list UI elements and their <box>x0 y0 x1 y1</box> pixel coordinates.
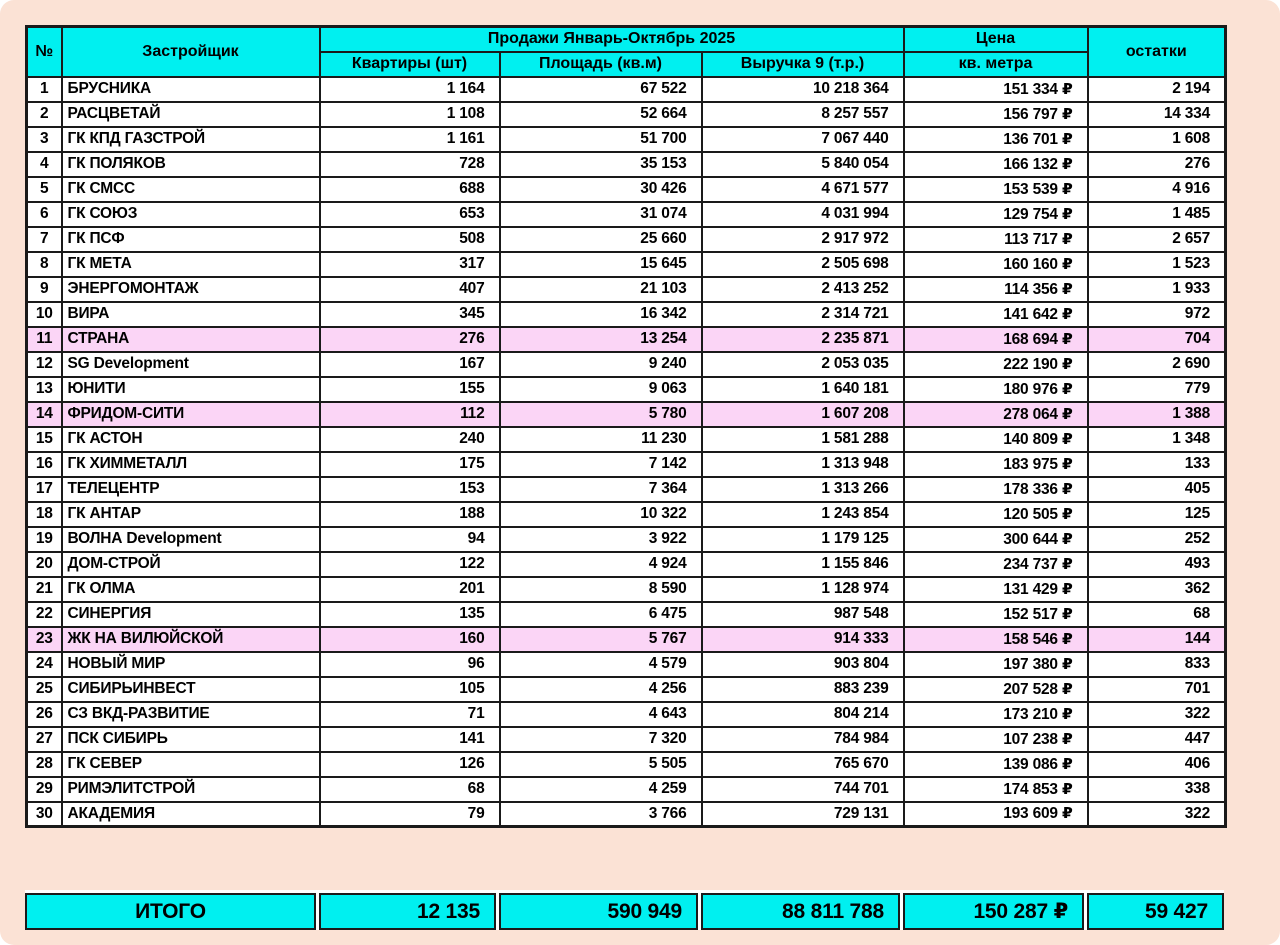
developer-name: СИНЕРГИЯ <box>62 602 320 627</box>
revenue-value: 765 670 <box>702 752 904 777</box>
row-number: 13 <box>27 377 62 402</box>
revenue-value: 1 581 288 <box>702 427 904 452</box>
apartments-value: 317 <box>320 252 500 277</box>
developer-name: СИБИРЬИНВЕСТ <box>62 677 320 702</box>
row-number: 26 <box>27 702 62 727</box>
apartments-value: 126 <box>320 752 500 777</box>
header-sales-group: Продажи Январь-Октябрь 2025 <box>320 27 904 52</box>
revenue-value: 914 333 <box>702 627 904 652</box>
table-row <box>27 652 1226 677</box>
apartments-value: 105 <box>320 677 500 702</box>
table-row <box>27 502 1226 527</box>
remainders-value: 133 <box>1088 452 1226 477</box>
row-number: 9 <box>27 277 62 302</box>
table-row <box>27 477 1226 502</box>
remainders-value: 704 <box>1088 327 1226 352</box>
price-per-sqm-value: 140 809 ₽ <box>904 427 1088 452</box>
area-value: 21 103 <box>500 277 702 302</box>
area-value: 5 505 <box>500 752 702 777</box>
price-per-sqm-value: 131 429 ₽ <box>904 577 1088 602</box>
revenue-value: 5 840 054 <box>702 152 904 177</box>
revenue-value: 7 067 440 <box>702 127 904 152</box>
table-row <box>27 777 1226 802</box>
price-per-sqm-value: 136 701 ₽ <box>904 127 1088 152</box>
price-per-sqm-value: 178 336 ₽ <box>904 477 1088 502</box>
table-row <box>27 677 1226 702</box>
apartments-value: 135 <box>320 602 500 627</box>
remainders-value: 1 523 <box>1088 252 1226 277</box>
area-value: 35 153 <box>500 152 702 177</box>
table-row <box>27 177 1226 202</box>
remainders-value: 322 <box>1088 702 1226 727</box>
developer-name: НОВЫЙ МИР <box>62 652 320 677</box>
revenue-value: 2 917 972 <box>702 227 904 252</box>
price-per-sqm-value: 193 609 ₽ <box>904 802 1088 827</box>
apartments-value: 96 <box>320 652 500 677</box>
row-number: 27 <box>27 727 62 752</box>
revenue-value: 1 128 974 <box>702 577 904 602</box>
developer-name: ПСК СИБИРЬ <box>62 727 320 752</box>
row-number: 15 <box>27 427 62 452</box>
developer-name: ГК ХИММЕТАЛЛ <box>62 452 320 477</box>
remainders-value: 14 334 <box>1088 102 1226 127</box>
price-per-sqm-value: 107 238 ₽ <box>904 727 1088 752</box>
developer-name: ГК АНТАР <box>62 502 320 527</box>
remainders-value: 701 <box>1088 677 1226 702</box>
developer-name: СТРАНА <box>62 327 320 352</box>
apartments-value: 112 <box>320 402 500 427</box>
area-value: 13 254 <box>500 327 702 352</box>
table-row <box>27 452 1226 477</box>
developer-name: ГК ПОЛЯКОВ <box>62 152 320 177</box>
price-per-sqm-value: 139 086 ₽ <box>904 752 1088 777</box>
area-value: 7 142 <box>500 452 702 477</box>
area-value: 9 240 <box>500 352 702 377</box>
area-value: 3 766 <box>500 802 702 827</box>
developer-name: ФРИДОМ-СИТИ <box>62 402 320 427</box>
row-number: 23 <box>27 627 62 652</box>
table-row <box>27 152 1226 177</box>
area-value: 4 256 <box>500 677 702 702</box>
developer-name: ГК КПД ГАЗСТРОЙ <box>62 127 320 152</box>
remainders-value: 1 933 <box>1088 277 1226 302</box>
revenue-value: 2 314 721 <box>702 302 904 327</box>
area-value: 7 364 <box>500 477 702 502</box>
header-remainders: остатки <box>1088 27 1226 77</box>
price-per-sqm-value: 120 505 ₽ <box>904 502 1088 527</box>
row-number: 16 <box>27 452 62 477</box>
remainders-value: 338 <box>1088 777 1226 802</box>
remainders-value: 1 348 <box>1088 427 1226 452</box>
row-number: 21 <box>27 577 62 602</box>
table-header <box>27 27 1226 77</box>
price-per-sqm-value: 222 190 ₽ <box>904 352 1088 377</box>
apartments-value: 653 <box>320 202 500 227</box>
area-value: 7 320 <box>500 727 702 752</box>
header-price-top: Цена <box>904 27 1088 52</box>
remainders-value: 1 485 <box>1088 202 1226 227</box>
price-per-sqm-value: 151 334 ₽ <box>904 77 1088 102</box>
revenue-value: 2 505 698 <box>702 252 904 277</box>
table-row <box>27 352 1226 377</box>
table-row <box>27 202 1226 227</box>
developer-name: ГК СОЮЗ <box>62 202 320 227</box>
revenue-value: 987 548 <box>702 602 904 627</box>
price-per-sqm-value: 300 644 ₽ <box>904 527 1088 552</box>
remainders-value: 405 <box>1088 477 1226 502</box>
area-value: 51 700 <box>500 127 702 152</box>
area-value: 4 579 <box>500 652 702 677</box>
remainders-value: 322 <box>1088 802 1226 827</box>
row-number: 12 <box>27 352 62 377</box>
row-number: 14 <box>27 402 62 427</box>
row-number: 2 <box>27 102 62 127</box>
area-value: 9 063 <box>500 377 702 402</box>
apartments-value: 155 <box>320 377 500 402</box>
developer-name: ЮНИТИ <box>62 377 320 402</box>
area-value: 4 643 <box>500 702 702 727</box>
developer-name: ДОМ-СТРОЙ <box>62 552 320 577</box>
price-per-sqm-value: 156 797 ₽ <box>904 102 1088 127</box>
row-number: 24 <box>27 652 62 677</box>
row-number: 5 <box>27 177 62 202</box>
remainders-value: 406 <box>1088 752 1226 777</box>
table-row <box>27 77 1226 102</box>
remainders-value: 833 <box>1088 652 1226 677</box>
row-number: 28 <box>27 752 62 777</box>
row-number: 3 <box>27 127 62 152</box>
developer-name: SG Development <box>62 352 320 377</box>
price-per-sqm-value: 129 754 ₽ <box>904 202 1088 227</box>
price-per-sqm-value: 207 528 ₽ <box>904 677 1088 702</box>
row-number: 1 <box>27 77 62 102</box>
apartments-value: 240 <box>320 427 500 452</box>
remainders-value: 362 <box>1088 577 1226 602</box>
header-price-bottom: кв. метра <box>904 52 1088 77</box>
header-area: Площадь (кв.м) <box>500 52 702 77</box>
area-value: 8 590 <box>500 577 702 602</box>
header-revenue: Выручка 9 (т.р.) <box>702 52 904 77</box>
apartments-value: 94 <box>320 527 500 552</box>
price-per-sqm-value: 158 546 ₽ <box>904 627 1088 652</box>
apartments-value: 71 <box>320 702 500 727</box>
apartments-value: 122 <box>320 552 500 577</box>
revenue-value: 903 804 <box>702 652 904 677</box>
revenue-value: 744 701 <box>702 777 904 802</box>
apartments-value: 201 <box>320 577 500 602</box>
table-row <box>27 277 1226 302</box>
area-value: 31 074 <box>500 202 702 227</box>
developer-name: ГК ОЛМА <box>62 577 320 602</box>
price-per-sqm-value: 160 160 ₽ <box>904 252 1088 277</box>
total-row <box>25 890 1224 930</box>
area-value: 5 780 <box>500 402 702 427</box>
remainders-value: 447 <box>1088 727 1226 752</box>
total-remainders: 59 427 <box>1087 893 1224 930</box>
row-number: 19 <box>27 527 62 552</box>
remainders-value: 2 657 <box>1088 227 1226 252</box>
revenue-value: 784 984 <box>702 727 904 752</box>
remainders-value: 4 916 <box>1088 177 1226 202</box>
area-value: 67 522 <box>500 77 702 102</box>
developer-name: ГК СЕВЕР <box>62 752 320 777</box>
remainders-value: 493 <box>1088 552 1226 577</box>
area-value: 11 230 <box>500 427 702 452</box>
remainders-value: 144 <box>1088 627 1226 652</box>
apartments-value: 141 <box>320 727 500 752</box>
revenue-value: 2 235 871 <box>702 327 904 352</box>
total-apartments: 12 135 <box>319 893 496 930</box>
price-per-sqm-value: 197 380 ₽ <box>904 652 1088 677</box>
apartments-value: 688 <box>320 177 500 202</box>
table-row <box>27 802 1226 827</box>
header-developer: Застройщик <box>62 27 320 77</box>
price-per-sqm-value: 153 539 ₽ <box>904 177 1088 202</box>
developer-name: СЗ ВКД-РАЗВИТИЕ <box>62 702 320 727</box>
developer-name: ЭНЕРГОМОНТАЖ <box>62 277 320 302</box>
developer-name: ГК СМСС <box>62 177 320 202</box>
apartments-value: 345 <box>320 302 500 327</box>
apartments-value: 175 <box>320 452 500 477</box>
area-value: 4 924 <box>500 552 702 577</box>
area-value: 6 475 <box>500 602 702 627</box>
area-value: 15 645 <box>500 252 702 277</box>
header-num: № <box>27 27 62 77</box>
apartments-value: 1 108 <box>320 102 500 127</box>
revenue-value: 1 155 846 <box>702 552 904 577</box>
revenue-value: 2 413 252 <box>702 277 904 302</box>
area-value: 25 660 <box>500 227 702 252</box>
area-value: 5 767 <box>500 627 702 652</box>
total-price: 150 287 ₽ <box>903 893 1084 930</box>
remainders-value: 252 <box>1088 527 1226 552</box>
revenue-value: 4 671 577 <box>702 177 904 202</box>
table-row <box>27 127 1226 152</box>
table-row <box>27 602 1226 627</box>
revenue-value: 883 239 <box>702 677 904 702</box>
revenue-value: 1 243 854 <box>702 502 904 527</box>
remainders-value: 972 <box>1088 302 1226 327</box>
remainders-value: 1 388 <box>1088 402 1226 427</box>
developer-name: ГК ПСФ <box>62 227 320 252</box>
developer-name: ГК МЕТА <box>62 252 320 277</box>
row-number: 7 <box>27 227 62 252</box>
revenue-value: 1 313 948 <box>702 452 904 477</box>
remainders-value: 276 <box>1088 152 1226 177</box>
row-number: 22 <box>27 602 62 627</box>
row-number: 6 <box>27 202 62 227</box>
revenue-value: 8 257 557 <box>702 102 904 127</box>
area-value: 16 342 <box>500 302 702 327</box>
developer-name: ВИРА <box>62 302 320 327</box>
apartments-value: 79 <box>320 802 500 827</box>
price-per-sqm-value: 168 694 ₽ <box>904 327 1088 352</box>
developer-name: АКАДЕМИЯ <box>62 802 320 827</box>
row-number: 20 <box>27 552 62 577</box>
price-per-sqm-value: 141 642 ₽ <box>904 302 1088 327</box>
row-number: 25 <box>27 677 62 702</box>
table-row <box>27 552 1226 577</box>
total-label: ИТОГО <box>25 893 316 930</box>
developer-name: РАСЦВЕТАЙ <box>62 102 320 127</box>
apartments-value: 167 <box>320 352 500 377</box>
developer-name: РИМЭЛИТСТРОЙ <box>62 777 320 802</box>
revenue-value: 804 214 <box>702 702 904 727</box>
table-row <box>27 252 1226 277</box>
revenue-value: 1 179 125 <box>702 527 904 552</box>
price-per-sqm-value: 278 064 ₽ <box>904 402 1088 427</box>
row-number: 10 <box>27 302 62 327</box>
total-area: 590 949 <box>499 893 698 930</box>
apartments-value: 68 <box>320 777 500 802</box>
developer-name: ТЕЛЕЦЕНТР <box>62 477 320 502</box>
price-per-sqm-value: 166 132 ₽ <box>904 152 1088 177</box>
apartments-value: 508 <box>320 227 500 252</box>
total-revenue: 88 811 788 <box>701 893 900 930</box>
area-value: 4 259 <box>500 777 702 802</box>
apartments-value: 160 <box>320 627 500 652</box>
price-per-sqm-value: 152 517 ₽ <box>904 602 1088 627</box>
apartments-value: 153 <box>320 477 500 502</box>
revenue-value: 1 640 181 <box>702 377 904 402</box>
row-number: 29 <box>27 777 62 802</box>
developers-sales-table <box>25 25 1227 828</box>
price-per-sqm-value: 113 717 ₽ <box>904 227 1088 252</box>
revenue-value: 729 131 <box>702 802 904 827</box>
area-value: 30 426 <box>500 177 702 202</box>
table-row <box>27 302 1226 327</box>
row-number: 18 <box>27 502 62 527</box>
remainders-value: 1 608 <box>1088 127 1226 152</box>
row-number: 11 <box>27 327 62 352</box>
price-per-sqm-value: 174 853 ₽ <box>904 777 1088 802</box>
developer-name: БРУСНИКА <box>62 77 320 102</box>
row-number: 17 <box>27 477 62 502</box>
table-row <box>27 427 1226 452</box>
revenue-value: 1 607 208 <box>702 402 904 427</box>
area-value: 52 664 <box>500 102 702 127</box>
apartments-value: 188 <box>320 502 500 527</box>
apartments-value: 728 <box>320 152 500 177</box>
table-row <box>27 577 1226 602</box>
remainders-value: 2 194 <box>1088 77 1226 102</box>
apartments-value: 1 161 <box>320 127 500 152</box>
apartments-value: 276 <box>320 327 500 352</box>
table-row <box>27 702 1226 727</box>
apartments-value: 1 164 <box>320 77 500 102</box>
price-per-sqm-value: 234 737 ₽ <box>904 552 1088 577</box>
table-row <box>27 627 1226 652</box>
developer-name: ЖК НА ВИЛЮЙСКОЙ <box>62 627 320 652</box>
developer-name: ВОЛНА Development <box>62 527 320 552</box>
apartments-value: 407 <box>320 277 500 302</box>
table-row <box>27 752 1226 777</box>
header-apartments: Квартиры (шт) <box>320 52 500 77</box>
table-row <box>27 727 1226 752</box>
table-body <box>27 77 1226 827</box>
remainders-value: 125 <box>1088 502 1226 527</box>
revenue-value: 4 031 994 <box>702 202 904 227</box>
row-number: 8 <box>27 252 62 277</box>
price-per-sqm-value: 114 356 ₽ <box>904 277 1088 302</box>
area-value: 3 922 <box>500 527 702 552</box>
area-value: 10 322 <box>500 502 702 527</box>
row-number: 4 <box>27 152 62 177</box>
price-per-sqm-value: 180 976 ₽ <box>904 377 1088 402</box>
table-row <box>27 102 1226 127</box>
revenue-value: 10 218 364 <box>702 77 904 102</box>
table-row <box>27 402 1226 427</box>
remainders-value: 68 <box>1088 602 1226 627</box>
remainders-value: 2 690 <box>1088 352 1226 377</box>
remainders-value: 779 <box>1088 377 1226 402</box>
table-row <box>27 377 1226 402</box>
revenue-value: 2 053 035 <box>702 352 904 377</box>
developer-name: ГК АСТОН <box>62 427 320 452</box>
table-row <box>27 327 1226 352</box>
revenue-value: 1 313 266 <box>702 477 904 502</box>
table-row <box>27 227 1226 252</box>
price-per-sqm-value: 183 975 ₽ <box>904 452 1088 477</box>
row-number: 30 <box>27 802 62 827</box>
table-row <box>27 527 1226 552</box>
price-per-sqm-value: 173 210 ₽ <box>904 702 1088 727</box>
